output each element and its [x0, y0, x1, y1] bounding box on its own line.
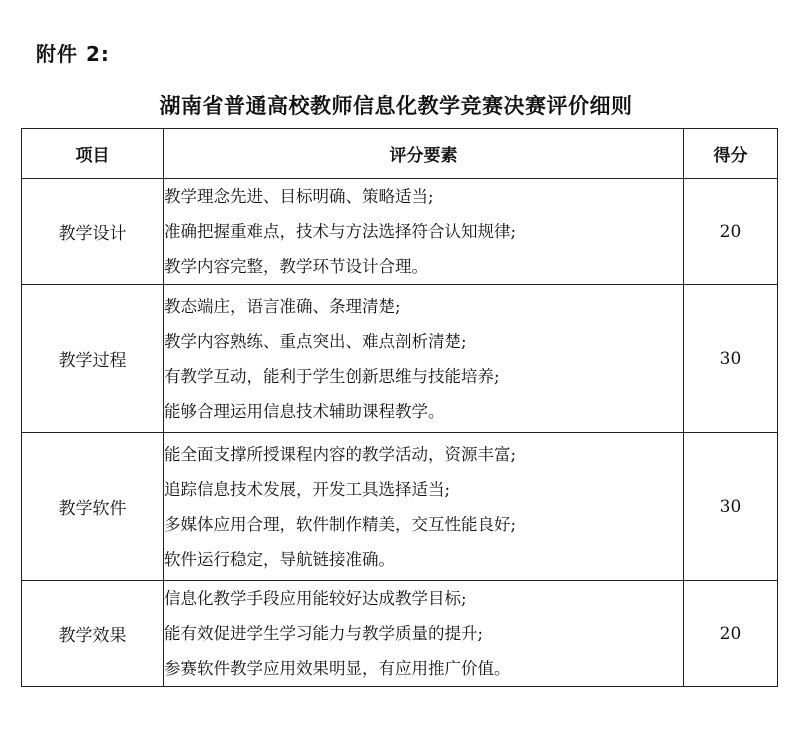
- criteria-cell: [164, 285, 684, 433]
- table-row: [22, 433, 778, 581]
- document-title: 湖南省普通高校教师信息化教学竞赛决赛评价细则: [159, 94, 633, 118]
- criteria-line: 追踪信息技术发展，开发工具选择适当;: [164, 479, 451, 499]
- criteria-line: 有教学互动，能利于学生创新思维与技能培养;: [164, 366, 500, 386]
- criteria-line: 教学理念先进、目标明确、策略适当;: [164, 187, 434, 206]
- criteria-line: 能有效促进学生学习能力与教学质量的提升;: [164, 624, 484, 643]
- table-row: [22, 285, 778, 433]
- item-name: 教学过程: [22, 285, 164, 433]
- attachment-label: 附件 2:: [36, 42, 110, 66]
- header-item: 项目: [22, 129, 164, 179]
- table-header-row: [22, 129, 778, 179]
- criteria-line: 多媒体应用合理，软件制作精美，交互性能良好;: [164, 514, 517, 534]
- header-score: 得分: [684, 129, 778, 179]
- criteria-cell: [164, 581, 684, 687]
- criteria-line: 能够合理运用信息技术辅助课程教学。: [164, 401, 445, 421]
- score-value: 30: [684, 433, 778, 581]
- criteria-line: 准确把握重难点，技术与方法选择符合认知规律;: [164, 222, 517, 241]
- header-criteria: 评分要素: [164, 129, 684, 179]
- item-name: 教学效果: [22, 581, 164, 687]
- table-row: [22, 581, 778, 687]
- table-row: [22, 179, 778, 285]
- score-value: 20: [684, 179, 778, 285]
- item-name: 教学软件: [22, 433, 164, 581]
- criteria-line: 信息化教学手段应用能较好达成教学目标;: [164, 589, 467, 608]
- criteria-line: 参赛软件教学应用效果明显，有应用推广价值。: [164, 659, 511, 678]
- criteria-line: 教态端庄，语言准确、条理清楚;: [164, 296, 401, 316]
- criteria-line: 教学内容熟练、重点突出、难点剖析清楚;: [164, 331, 467, 351]
- score-value: 30: [684, 285, 778, 433]
- criteria-cell: [164, 179, 684, 285]
- score-value: 20: [684, 581, 778, 687]
- criteria-line: 软件运行稳定，导航链接准确。: [164, 549, 395, 569]
- criteria-line: 能全面支撑所授课程内容的教学活动，资源丰富;: [164, 444, 517, 464]
- evaluation-table: [21, 128, 778, 687]
- criteria-cell: [164, 433, 684, 581]
- criteria-line: 教学内容完整，教学环节设计合理。: [164, 257, 428, 276]
- item-name: 教学设计: [22, 179, 164, 285]
